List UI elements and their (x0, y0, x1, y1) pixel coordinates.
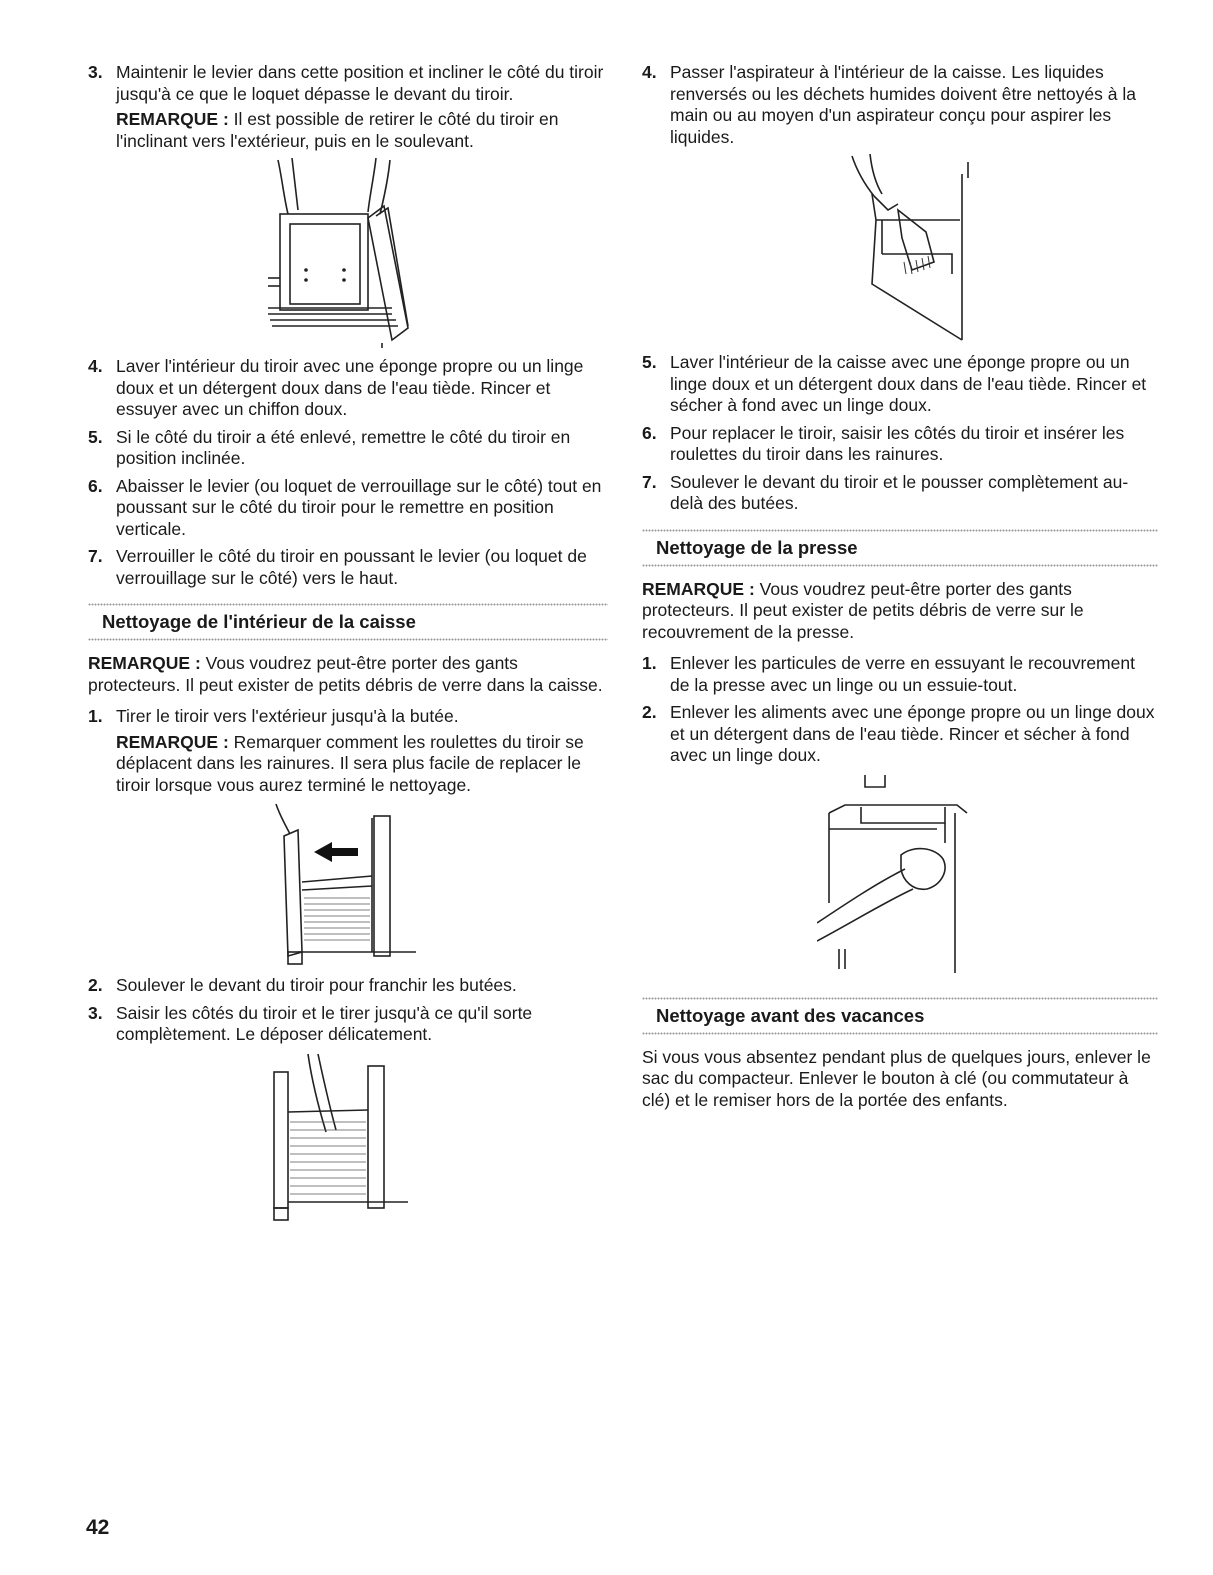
step-text: Soulever le devant du tiroir pour franchir les butées. (116, 975, 517, 995)
left-column (88, 62, 608, 1230)
step-list (642, 653, 1158, 767)
step-text: Pour replacer le tiroir, saisir les côtés du tiroir et insérer les roulettes du tiroir dans les rainures. (670, 422, 1125, 464)
step-text: Verrouiller le côté du tiroir en poussant le levier (ou loquet de verrouillage sur le côté) vers le haut. (116, 546, 587, 588)
vacuum-cleaning-illustration (842, 154, 982, 344)
right-column (642, 62, 1158, 1121)
step-item (642, 423, 1158, 466)
step-number: 7. (88, 546, 103, 566)
note-label: REMARQUE : (116, 731, 229, 752)
step-number: 1. (88, 706, 103, 726)
step-list (642, 352, 1158, 515)
step-number: 4. (88, 356, 103, 376)
drawer-side-tilt-illustration (258, 158, 438, 348)
step-list (88, 975, 608, 1046)
step-number: 6. (88, 475, 103, 496)
step-item (642, 653, 1158, 696)
step-item (642, 62, 1158, 148)
step-text: Passer l'aspirateur à l'intérieur de la caisse. Les liquides renversés ou les déchets humides doivent être nettoyés à la main ou au moyen d'un aspirateur conçu pour aspirer les liquides. (670, 62, 1136, 147)
step-text: Si le côté du tiroir a été enlevé, remettre le côté du tiroir en position inclinée. (116, 426, 571, 468)
section-title: Nettoyage avant des vacances (656, 1004, 925, 1026)
step-number: 6. (642, 422, 657, 443)
ram-cleaning-illustration (817, 773, 987, 983)
section-header (642, 529, 1158, 567)
step-item (88, 546, 608, 589)
note-text: Vous voudrez peut-être porter des gants protecteurs. Il peut exister de petits débris de verre sur le recouvrement de la presse. (642, 578, 1084, 642)
step-text: Laver l'intérieur de la caisse avec une éponge propre ou un linge doux et un détergent doux dans de l'eau tiède. Rincer et sécher à fond avec un linge doux. (670, 352, 1147, 415)
step-note (116, 109, 608, 152)
step-text: Saisir les côtés du tiroir et le tirer jusqu'à ce qu'il sorte complètement. Le déposer délicatement. (116, 1002, 533, 1044)
step-number: 2. (88, 975, 103, 995)
step-item (642, 702, 1158, 767)
note-text: Il est possible de retirer le côté du tiroir en l'inclinant vers l'extérieur, puis en le soulevant. (116, 109, 559, 151)
step-note (116, 732, 608, 797)
note-label: REMARQUE : (642, 578, 755, 599)
step-number: 2. (642, 702, 657, 722)
step-item (642, 352, 1158, 417)
step-text: Soulever le devant du tiroir et le pousser complètement au-delà des butées. (670, 471, 1129, 513)
dotted-divider (642, 564, 1158, 567)
step-item (88, 975, 608, 997)
step-text: Tirer le tiroir vers l'extérieur jusqu'à la butée. (116, 706, 459, 726)
step-number: 7. (642, 471, 657, 492)
section-header (642, 997, 1158, 1035)
drawer-pull-out-illustration (258, 802, 438, 967)
step-text: Enlever les aliments avec une éponge propre ou un linge doux et un détergent dans de l'eau tiède. Rincer et sécher à fond avec un linge doux. (670, 702, 1155, 765)
step-item (88, 476, 608, 541)
section-note (642, 579, 1158, 644)
note-label: REMARQUE : (88, 653, 201, 673)
step-number: 5. (88, 426, 103, 447)
step-number: 1. (642, 653, 657, 673)
section-paragraph: Si vous vous absentez pendant plus de quelques jours, enlever le sac du compacteur. Enlever le bouton à clé (ou commutateur à clé) et le remiser hors de la portée des enfants. (642, 1046, 1151, 1110)
step-item (88, 427, 608, 470)
step-item (88, 1003, 608, 1046)
step-number: 3. (88, 1002, 103, 1023)
step-text: Maintenir le levier dans cette position et incliner le côté du tiroir jusqu'à ce que le loquet dépasse le devant du tiroir. (116, 62, 604, 104)
step-number: 3. (88, 62, 103, 82)
section-note (88, 653, 608, 696)
step-number: 4. (642, 62, 657, 82)
section-header (88, 603, 608, 641)
dotted-divider (642, 1032, 1158, 1035)
section-title: Nettoyage de la presse (656, 536, 858, 558)
note-label: REMARQUE : (116, 109, 229, 129)
section-title: Nettoyage de l'intérieur de la caisse (102, 611, 416, 632)
step-item (88, 62, 608, 152)
page-number: 42 (86, 1516, 110, 1539)
dotted-divider (88, 638, 608, 641)
step-text: Laver l'intérieur du tiroir avec une éponge propre ou un linge doux et un détergent doux dans de l'eau tiède. Rincer et essuyer avec un chiffon doux. (116, 356, 584, 419)
note-text: Vous voudrez peut-être porter des gants protecteurs. Il peut exister de petits débris de verre dans la caisse. (88, 653, 603, 695)
note-text: Remarquer comment les roulettes du tiroir se déplacent dans les rainures. Il sera plus facile de replacer le tiroir lorsque vous aurez terminé le nettoyage. (116, 731, 584, 795)
step-item (642, 472, 1158, 515)
drawer-removal-illustration (268, 1052, 428, 1222)
step-text: Abaisser le levier (ou loquet de verrouillage sur le côté) tout en poussant sur le côté du tiroir pour le remettre en position verticale. (116, 475, 602, 539)
step-number: 5. (642, 352, 657, 372)
step-item (88, 356, 608, 421)
step-text: Enlever les particules de verre en essuyant le recouvrement de la presse avec un linge ou un essuie-tout. (670, 653, 1135, 695)
step-list (88, 356, 608, 589)
step-item (88, 706, 608, 796)
